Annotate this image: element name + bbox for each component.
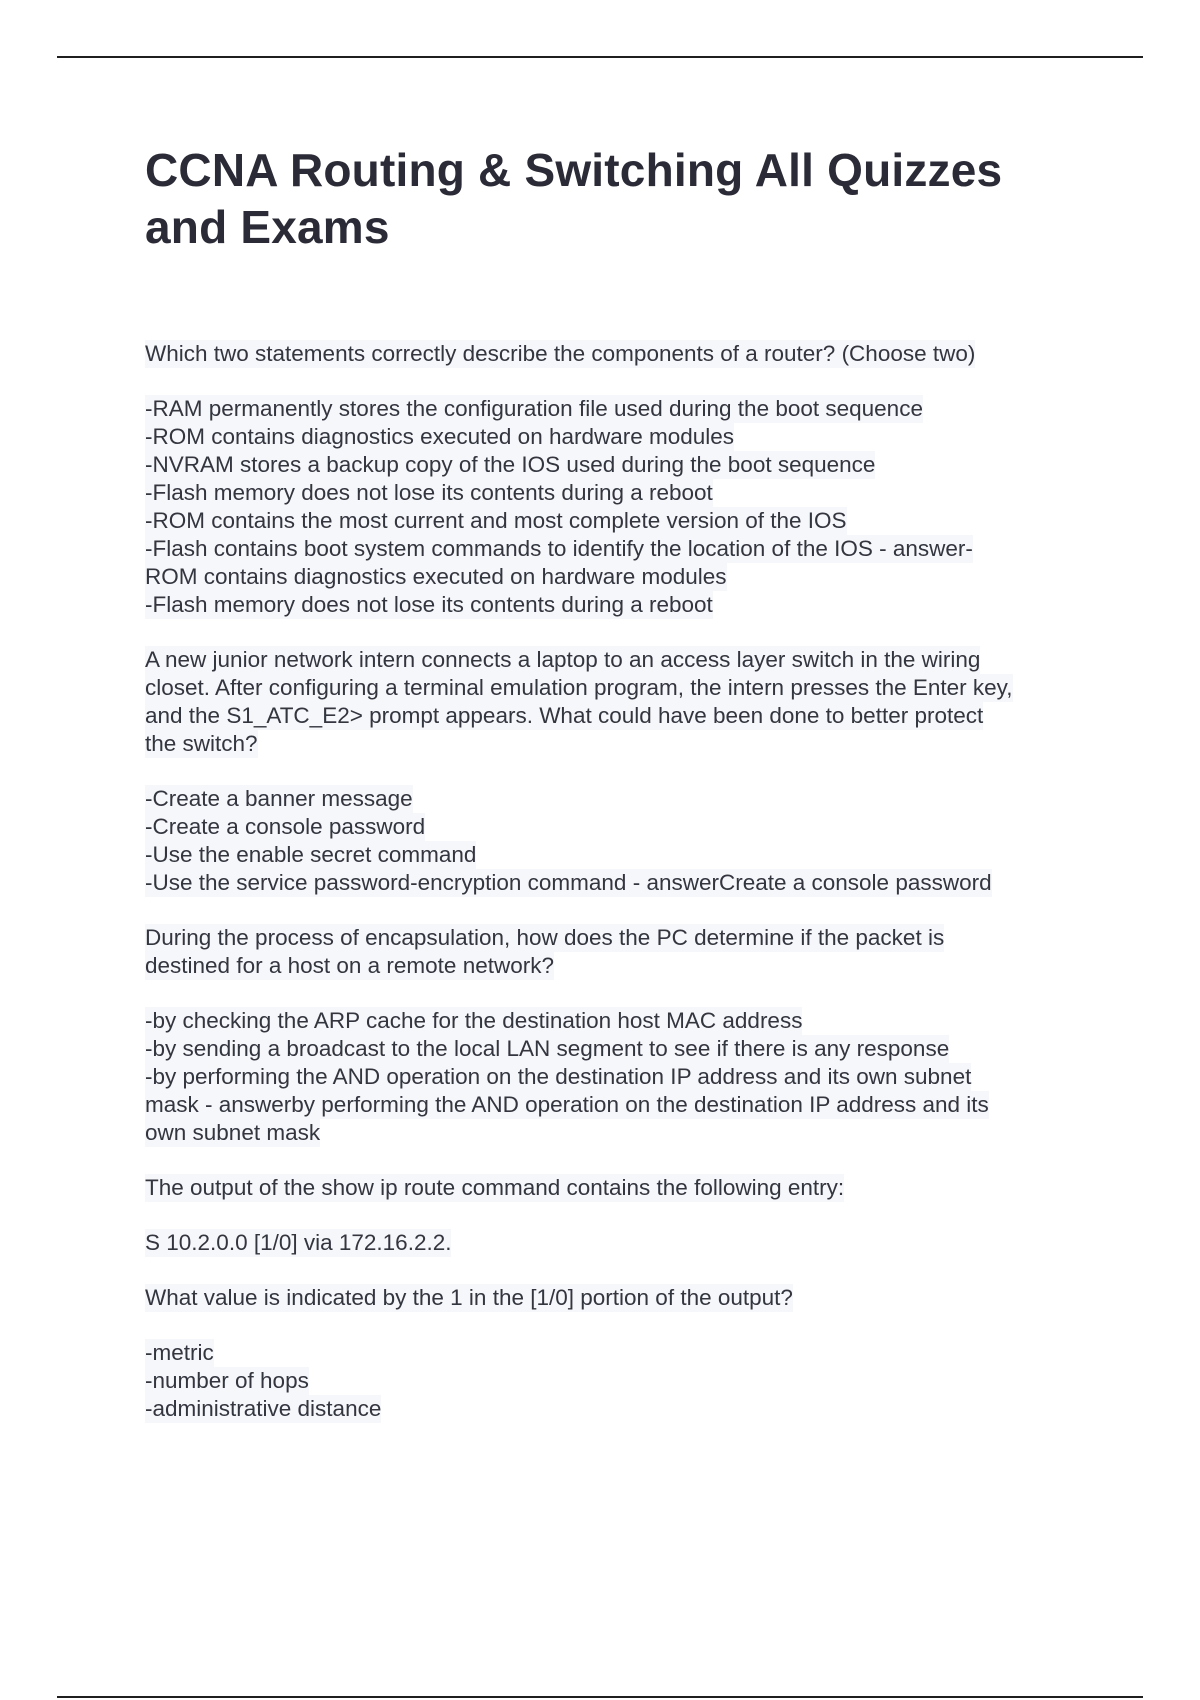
text-line: -RAM permanently stores the configuration file used during the boot sequence [145,396,923,421]
title-line-2: and Exams [145,201,390,253]
text-line: -NVRAM stores a backup copy of the IOS used during the boot sequence [145,452,876,477]
question-2 [145,646,1095,758]
text-line: destined for a host on a remote network? [145,953,554,978]
text-line: During the process of encapsulation, how does the PC determine if the packet is [145,925,945,950]
question-4-prompt [145,1284,1095,1312]
text-line: -Flash memory does not lose its contents during a reboot [145,480,713,505]
question-1 [145,340,1095,368]
route-entry [145,1229,1095,1257]
text-line: The output of the show ip route command contains the following entry: [145,1175,845,1200]
text-line: -by performing the AND operation on the destination IP address and its own subnet [145,1064,972,1089]
text-line: -by checking the ARP cache for the destination host MAC address [145,1008,803,1033]
text-line: -Create a banner message [145,786,413,811]
answer-options-4 [145,1339,1095,1423]
text-line: mask - answerby performing the AND operation on the destination IP address and its [145,1092,989,1117]
text-line: -Flash memory does not lose its contents during a reboot [145,592,713,617]
footer-rule [57,1696,1143,1698]
text-line: S 10.2.0.0 [1/0] via 172.16.2.2. [145,1230,452,1255]
text-line: the switch? [145,731,258,756]
answer-options-3 [145,1007,1095,1147]
title-line-1: CCNA Routing & Switching All Quizzes [145,144,1003,196]
text-line: Which two statements correctly describe the components of a router? (Choose two) [145,341,976,366]
text-line: closet. After configuring a terminal emulation program, the intern presses the Enter key, [145,675,1013,700]
text-line: and the S1_ATC_E2> prompt appears. What could have been done to better protect [145,703,984,728]
question-3 [145,924,1095,980]
text-line: -administrative distance [145,1396,382,1421]
text-line: -ROM contains diagnostics executed on hardware modules [145,424,735,449]
text-line: -Flash contains boot system commands to identify the location of the IOS - answer- [145,536,973,561]
text-line: -Create a console password [145,814,426,839]
answer-options-2 [145,785,1095,897]
text-line: own subnet mask [145,1120,321,1145]
question-4 [145,1174,1095,1202]
text-line: -ROM contains the most current and most complete version of the IOS [145,508,847,533]
text-line: What value is indicated by the 1 in the [1/0] portion of the output? [145,1285,793,1310]
text-line: ROM contains diagnostics executed on hardware modules [145,564,727,589]
text-line: A new junior network intern connects a laptop to an access layer switch in the wiring [145,647,981,672]
text-line: -number of hops [145,1368,309,1393]
answer-options-1 [145,395,1095,619]
document-title [145,142,1095,256]
text-line: -by sending a broadcast to the local LAN segment to see if there is any response [145,1036,950,1061]
text-line: -metric [145,1340,214,1365]
text-line: -Use the service password-encryption command - answerCreate a console password [145,870,992,895]
text-line: -Use the enable secret command [145,842,477,867]
header-rule [57,56,1143,58]
document-body [145,340,1095,1450]
